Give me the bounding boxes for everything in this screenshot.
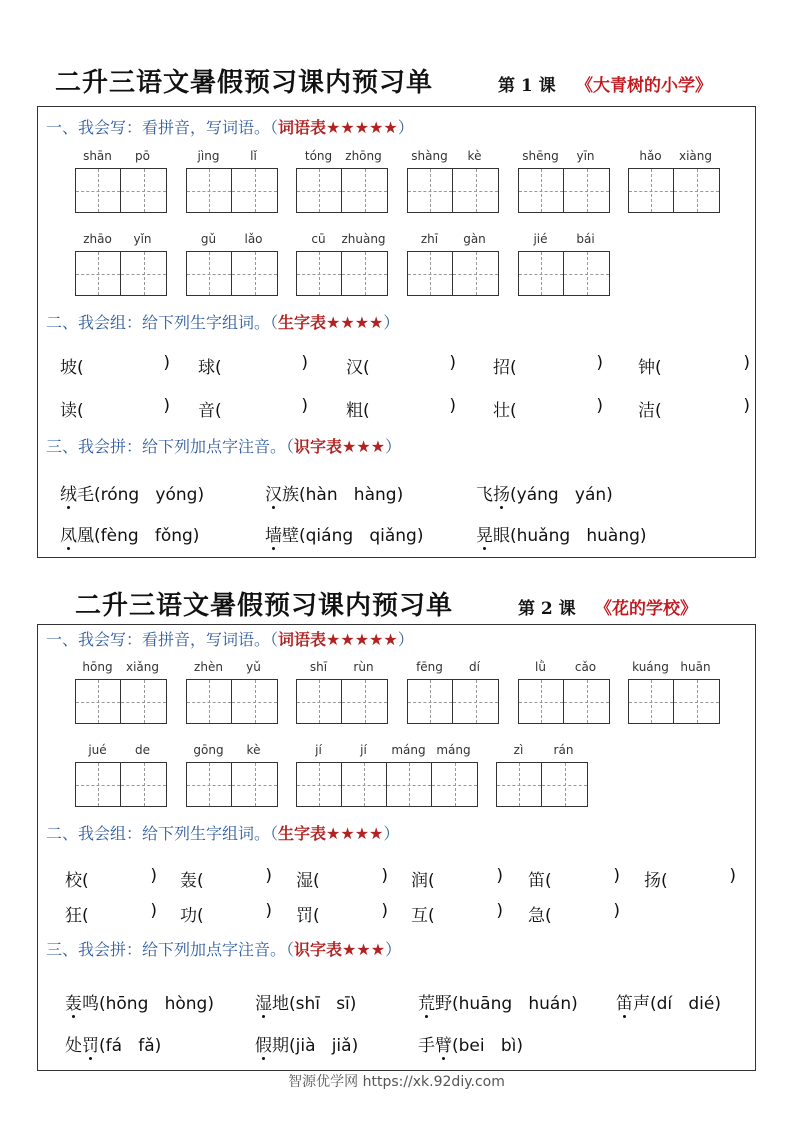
writing-cell[interactable] bbox=[519, 252, 564, 295]
word-char: 族 bbox=[282, 485, 299, 505]
tianzige-grid[interactable] bbox=[407, 251, 499, 296]
pinyin-label: shān bbox=[83, 149, 112, 163]
footer-watermark: 智源优学网 https://xk.92diy.com bbox=[288, 1074, 505, 1090]
pinyin-label: huān bbox=[680, 660, 711, 674]
zuci-char: 汉 bbox=[346, 358, 363, 378]
writing-cell[interactable] bbox=[187, 169, 232, 212]
pinyin-choice[interactable] bbox=[476, 521, 647, 546]
word-char: 笛 bbox=[616, 989, 633, 1014]
zuci-item[interactable]: 读( ) bbox=[60, 396, 170, 421]
pinyin-label: cū bbox=[311, 232, 326, 246]
pinyin-options: (yáng yán) bbox=[510, 485, 613, 505]
section-1-heading bbox=[46, 115, 414, 138]
section-label: 一、我会写：看拼音，写词语。（ bbox=[46, 118, 279, 137]
pinyin-choice[interactable] bbox=[255, 989, 356, 1014]
pinyin-options: (huǎng huàng) bbox=[510, 526, 647, 546]
pinyin-label: jié bbox=[533, 232, 548, 246]
writing-cell[interactable] bbox=[453, 680, 498, 723]
zuci-char: 校 bbox=[65, 871, 82, 891]
writing-cell[interactable] bbox=[187, 680, 232, 723]
pinyin-options: (bei bì) bbox=[452, 1036, 523, 1056]
writing-cell[interactable] bbox=[297, 252, 342, 295]
pinyin-options: (huāng huán) bbox=[452, 994, 578, 1014]
word-char: 壁 bbox=[282, 526, 299, 546]
word-char: 鸣 bbox=[82, 994, 99, 1014]
writing-cell[interactable] bbox=[408, 252, 453, 295]
word-char: 臂 bbox=[435, 1031, 452, 1056]
tianzige-grid[interactable] bbox=[496, 762, 588, 807]
pinyin-label: lǎo bbox=[244, 232, 263, 246]
word-char: 扬 bbox=[493, 480, 510, 505]
tianzige-grid[interactable] bbox=[518, 251, 610, 296]
section-close: ） bbox=[383, 313, 400, 332]
pinyin-label: shēng bbox=[522, 149, 559, 163]
word-char: 凰 bbox=[77, 526, 94, 546]
zuci-char: 笛 bbox=[528, 871, 545, 891]
zuci-char: 急 bbox=[528, 906, 545, 926]
pinyin-label: gǔ bbox=[200, 232, 217, 246]
pinyin-label: cǎo bbox=[574, 660, 597, 674]
pinyin-label: yǔ bbox=[246, 660, 261, 674]
section-label: 三、我会拼：给下列加点字注音。（ bbox=[46, 437, 295, 456]
pinyin-label: zì bbox=[513, 743, 524, 757]
word-char: 绒 bbox=[60, 480, 77, 505]
writing-cell[interactable] bbox=[408, 680, 453, 723]
tianzige-grid[interactable] bbox=[518, 168, 610, 213]
zuci-char: 音 bbox=[198, 401, 215, 421]
lesson-number: 第 2 课 bbox=[518, 599, 576, 619]
pinyin-label: zhōng bbox=[345, 149, 382, 163]
pinyin-options: (jià jiǎ) bbox=[289, 1036, 359, 1056]
writing-cell[interactable] bbox=[519, 169, 564, 212]
zuci-char: 罚 bbox=[296, 906, 313, 926]
zuci-item[interactable]: 笛( ) bbox=[528, 866, 620, 891]
word-char: 毛 bbox=[77, 485, 94, 505]
pinyin-label: zhāo bbox=[83, 232, 112, 246]
zuci-item[interactable]: 音( ) bbox=[198, 396, 308, 421]
tianzige-grid[interactable] bbox=[186, 679, 278, 724]
writing-cell[interactable] bbox=[232, 252, 277, 295]
pinyin-choice[interactable] bbox=[60, 521, 199, 546]
lesson-name: 《花的学校》 bbox=[595, 599, 697, 619]
zuci-char: 轰 bbox=[180, 871, 197, 891]
writing-cell[interactable] bbox=[629, 680, 674, 723]
pinyin-choice[interactable] bbox=[65, 1031, 161, 1056]
writing-cell[interactable] bbox=[342, 680, 387, 723]
writing-cell[interactable] bbox=[232, 763, 277, 806]
writing-cell[interactable] bbox=[629, 169, 674, 212]
section-close: ） bbox=[383, 824, 400, 843]
word-char: 罚 bbox=[82, 1031, 99, 1056]
lesson-1-header bbox=[0, 62, 793, 102]
pinyin-label: zhèn bbox=[194, 660, 223, 674]
section-label: 一、我会写：看拼音，写词语。（ bbox=[46, 630, 279, 649]
pinyin-label: dí bbox=[469, 660, 480, 674]
pinyin-label: jí bbox=[360, 743, 367, 757]
writing-cell[interactable] bbox=[187, 252, 232, 295]
pinyin-options: (hōng hòng) bbox=[99, 994, 214, 1014]
writing-cell[interactable] bbox=[76, 169, 121, 212]
zuci-char: 狂 bbox=[65, 906, 82, 926]
pinyin-label: jué bbox=[88, 743, 107, 757]
zuci-char: 扬 bbox=[644, 871, 661, 891]
pinyin-label: pō bbox=[135, 149, 150, 163]
pinyin-options: (róng yóng) bbox=[94, 485, 205, 505]
tianzige-grid[interactable] bbox=[296, 251, 388, 296]
zuci-item[interactable]: 罚( ) bbox=[296, 901, 388, 926]
writing-cell[interactable] bbox=[542, 763, 587, 806]
lesson-name: 《大青树的小学》 bbox=[576, 76, 712, 96]
word-char: 轰 bbox=[65, 989, 82, 1014]
pinyin-label: bái bbox=[576, 232, 595, 246]
lesson-2-header bbox=[0, 585, 793, 625]
tianzige-grid[interactable] bbox=[186, 762, 278, 807]
pinyin-label: de bbox=[135, 743, 150, 757]
writing-cell[interactable] bbox=[497, 763, 542, 806]
zuci-char: 读 bbox=[60, 401, 77, 421]
pinyin-choice[interactable] bbox=[265, 521, 423, 546]
tianzige-grid[interactable] bbox=[296, 679, 388, 724]
pinyin-label: jí bbox=[315, 743, 322, 757]
pinyin-label: rán bbox=[553, 743, 574, 757]
writing-cell[interactable] bbox=[674, 680, 719, 723]
pinyin-choice[interactable] bbox=[418, 989, 578, 1014]
writing-cell[interactable] bbox=[453, 169, 498, 212]
zuci-item[interactable]: 狂( ) bbox=[65, 901, 157, 926]
section-close: ） bbox=[397, 118, 414, 137]
zuci-item[interactable]: 汉( ) bbox=[346, 353, 456, 378]
section-1-heading bbox=[46, 627, 414, 650]
pinyin-options: (qiáng qiǎng) bbox=[299, 526, 424, 546]
zuci-item[interactable]: 粗( ) bbox=[346, 396, 456, 421]
writing-cell[interactable] bbox=[342, 763, 387, 806]
zuci-item[interactable]: 洁( ) bbox=[638, 396, 750, 421]
zuci-item[interactable]: 功( ) bbox=[180, 901, 272, 926]
pinyin-label: yīn bbox=[576, 149, 595, 163]
word-char: 地 bbox=[272, 994, 289, 1014]
zuci-item[interactable]: 湿( ) bbox=[296, 866, 388, 891]
writing-cell[interactable] bbox=[342, 252, 387, 295]
tianzige-grid[interactable] bbox=[628, 679, 720, 724]
pinyin-choice[interactable] bbox=[255, 1031, 358, 1056]
writing-cell[interactable] bbox=[674, 169, 719, 212]
pinyin-label: jìng bbox=[197, 149, 220, 163]
zuci-item[interactable]: 壮( ) bbox=[493, 396, 603, 421]
writing-cell[interactable] bbox=[121, 252, 166, 295]
pinyin-label: xiàng bbox=[678, 149, 712, 163]
section-label: 二、我会组：给下列生字组词。（ bbox=[46, 824, 279, 843]
worksheet-title: 二升三语文暑假预习课内预习单 bbox=[55, 68, 434, 98]
pinyin-label: kuáng bbox=[632, 660, 669, 674]
zuci-char: 坡 bbox=[60, 358, 77, 378]
section-2-heading bbox=[46, 821, 399, 844]
writing-cell[interactable] bbox=[432, 763, 477, 806]
section-label: 三、我会拼：给下列加点字注音。（ bbox=[46, 940, 295, 959]
zuci-item[interactable]: 互( ) bbox=[411, 901, 503, 926]
pinyin-choice[interactable] bbox=[616, 989, 721, 1014]
pinyin-label: lǜ bbox=[535, 660, 546, 674]
section-label: 二、我会组：给下列生字组词。（ bbox=[46, 313, 279, 332]
zuci-item[interactable]: 球( ) bbox=[198, 353, 308, 378]
word-char: 汉 bbox=[265, 480, 282, 505]
word-char: 野 bbox=[435, 994, 452, 1014]
pinyin-choice[interactable] bbox=[265, 480, 403, 505]
zuci-item[interactable]: 轰( ) bbox=[180, 866, 272, 891]
worksheet-title: 二升三语文暑假预习课内预习单 bbox=[75, 591, 454, 621]
zuci-item[interactable]: 急( ) bbox=[528, 901, 620, 926]
word-char: 手 bbox=[418, 1036, 435, 1056]
zuci-char: 球 bbox=[198, 358, 215, 378]
pinyin-options: (fèng fǒng) bbox=[94, 526, 200, 546]
zuci-char: 壮 bbox=[493, 401, 510, 421]
writing-cell[interactable] bbox=[121, 169, 166, 212]
writing-cell[interactable] bbox=[121, 680, 166, 723]
writing-cell[interactable] bbox=[564, 680, 609, 723]
word-char: 晃 bbox=[476, 521, 493, 546]
section-3-heading bbox=[46, 434, 401, 457]
pinyin-label: kè bbox=[246, 743, 261, 757]
zuci-char: 钟 bbox=[638, 358, 655, 378]
section-3-heading bbox=[46, 937, 401, 960]
pinyin-choice[interactable] bbox=[60, 480, 204, 505]
writing-cell[interactable] bbox=[453, 252, 498, 295]
pinyin-label: hǎo bbox=[639, 149, 662, 163]
writing-cell[interactable] bbox=[297, 763, 342, 806]
zuci-char: 互 bbox=[411, 906, 428, 926]
word-char: 处 bbox=[65, 1036, 82, 1056]
pinyin-label: tóng bbox=[304, 149, 333, 163]
pinyin-label: shī bbox=[309, 660, 328, 674]
word-char: 湿 bbox=[255, 989, 272, 1014]
section-tag: 识字表★★★ bbox=[294, 437, 386, 456]
writing-cell[interactable] bbox=[187, 763, 232, 806]
writing-cell[interactable] bbox=[76, 680, 121, 723]
pinyin-label: zhuàng bbox=[341, 232, 386, 246]
tianzige-grid[interactable] bbox=[75, 679, 167, 724]
pinyin-options: (shī sī) bbox=[289, 994, 357, 1014]
writing-cell[interactable] bbox=[76, 252, 121, 295]
word-char: 墙 bbox=[265, 521, 282, 546]
pinyin-label: kè bbox=[467, 149, 482, 163]
zuci-char: 招 bbox=[493, 358, 510, 378]
writing-cell[interactable] bbox=[121, 763, 166, 806]
writing-cell[interactable] bbox=[76, 763, 121, 806]
zuci-item[interactable]: 扬( ) bbox=[644, 866, 736, 891]
word-char: 眼 bbox=[493, 526, 510, 546]
tianzige-grid[interactable] bbox=[296, 168, 388, 213]
pinyin-label: máng bbox=[436, 743, 471, 757]
writing-cell[interactable] bbox=[519, 680, 564, 723]
pinyin-choice[interactable] bbox=[418, 1031, 523, 1056]
pinyin-choice[interactable] bbox=[65, 989, 214, 1014]
word-char: 声 bbox=[633, 994, 650, 1014]
section-close: ） bbox=[397, 630, 414, 649]
writing-cell[interactable] bbox=[232, 169, 277, 212]
pinyin-label: lǐ bbox=[250, 149, 257, 163]
pinyin-options: (dí dié) bbox=[650, 994, 721, 1014]
pinyin-label: hōng bbox=[82, 660, 113, 674]
section-close: ） bbox=[385, 940, 402, 959]
section-tag: 词语表★★★★★ bbox=[278, 118, 398, 137]
word-char: 期 bbox=[272, 1036, 289, 1056]
word-char: 假 bbox=[255, 1031, 272, 1056]
pinyin-options: (fá fǎ) bbox=[99, 1036, 162, 1056]
tianzige-grid[interactable] bbox=[407, 168, 499, 213]
section-tag: 识字表★★★ bbox=[294, 940, 386, 959]
lesson-2-frame bbox=[37, 624, 756, 1071]
zuci-char: 功 bbox=[180, 906, 197, 926]
zuci-item[interactable]: 坡( ) bbox=[60, 353, 170, 378]
tianzige-grid[interactable] bbox=[186, 168, 278, 213]
pinyin-label: gōng bbox=[193, 743, 224, 757]
word-char: 飞 bbox=[476, 485, 493, 505]
writing-cell[interactable] bbox=[408, 169, 453, 212]
pinyin-label: máng bbox=[391, 743, 426, 757]
tianzige-grid[interactable] bbox=[407, 679, 499, 724]
writing-cell[interactable] bbox=[297, 169, 342, 212]
writing-cell[interactable] bbox=[564, 169, 609, 212]
tianzige-grid[interactable] bbox=[628, 168, 720, 213]
zuci-char: 润 bbox=[411, 871, 428, 891]
section-2-heading bbox=[46, 310, 399, 333]
pinyin-label: shàng bbox=[411, 149, 448, 163]
section-tag: 生字表★★★★ bbox=[278, 824, 384, 843]
writing-cell[interactable] bbox=[564, 252, 609, 295]
section-tag: 生字表★★★★ bbox=[278, 313, 384, 332]
writing-cell[interactable] bbox=[387, 763, 432, 806]
writing-cell[interactable] bbox=[342, 169, 387, 212]
tianzige-grid[interactable] bbox=[75, 251, 167, 296]
pinyin-label: rùn bbox=[353, 660, 374, 674]
writing-cell[interactable] bbox=[297, 680, 342, 723]
pinyin-label: zhī bbox=[420, 232, 439, 246]
tianzige-grid[interactable] bbox=[186, 251, 278, 296]
tianzige-grid[interactable] bbox=[518, 679, 610, 724]
tianzige-grid[interactable] bbox=[296, 762, 478, 807]
zuci-item[interactable]: 钟( ) bbox=[638, 353, 750, 378]
zuci-char: 洁 bbox=[638, 401, 655, 421]
tianzige-grid[interactable] bbox=[75, 168, 167, 213]
zuci-char: 粗 bbox=[346, 401, 363, 421]
tianzige-grid[interactable] bbox=[75, 762, 167, 807]
lesson-1-frame bbox=[37, 106, 756, 558]
word-char: 荒 bbox=[418, 989, 435, 1014]
section-tag: 词语表★★★★★ bbox=[278, 630, 398, 649]
zuci-item[interactable]: 润( ) bbox=[411, 866, 503, 891]
pinyin-options: (hàn hàng) bbox=[299, 485, 404, 505]
pinyin-label: fēng bbox=[416, 660, 443, 674]
lesson-number: 第 1 课 bbox=[498, 76, 556, 96]
word-char: 凤 bbox=[60, 521, 77, 546]
pinyin-label: xiǎng bbox=[125, 660, 159, 674]
writing-cell[interactable] bbox=[232, 680, 277, 723]
pinyin-label: yǐn bbox=[133, 232, 152, 246]
pinyin-choice[interactable] bbox=[476, 480, 613, 505]
zuci-char: 湿 bbox=[296, 871, 313, 891]
section-close: ） bbox=[385, 437, 402, 456]
zuci-item[interactable]: 校( ) bbox=[65, 866, 157, 891]
pinyin-label: gàn bbox=[463, 232, 486, 246]
zuci-item[interactable]: 招( ) bbox=[493, 353, 603, 378]
